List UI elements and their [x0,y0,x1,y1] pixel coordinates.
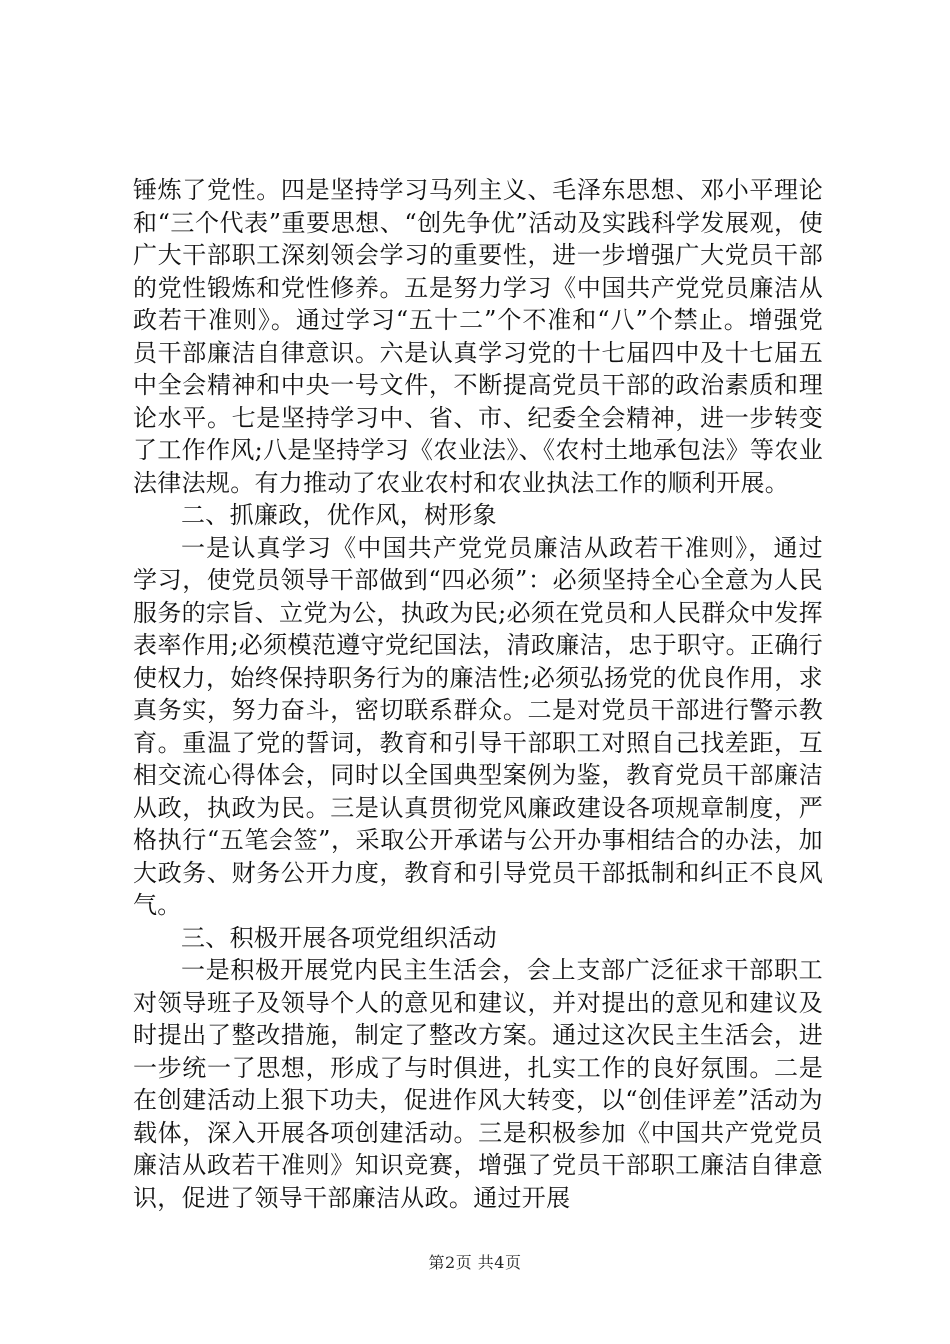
paragraph-continuation: 锤炼了党性。四是坚持学习马列主义、毛泽东思想、邓小平理论和“三个代表”重要思想、“创先争优”活动及实践科学发展观，使广大干部职工深刻领会学习的重要性，进一步增强广大党员干部的党性锻炼和党性修养。五是努力学习《中国共产党党员廉洁从政若干准则》。通过学习“五十二”个不准和“八”个禁止。增强党员干部廉洁自律意识。六是认真学习党的十七届四中及十七届五中全会精神和中央一号文件，不断提高党员干部的政治素质和理论水平。七是坚持学习中、省、市、纪委全会精神，进一步转变了工作作风;八是坚持学习《农业法》、《农村土地承包法》等农业法律法规。有力推动了农业农村和农业执法工作的顺利开展。 [133,176,823,497]
section-heading-2: 二、抓廉政，优作风，树形象 [181,501,497,529]
paragraph-section-2: 一是认真学习《中国共产党党员廉洁从政若干准则》，通过学习，使党员领导干部做到“四必须”：必须坚持全心全意为人民服务的宗旨、立党为公，执政为民;必须在党员和人民群众中发挥表率作用;必须模范遵守党纪国法，清政廉洁，忠于职守。正确行使权力，始终保持职务行为的廉洁性;必须弘扬党的优良作用，求真务实，努力奋斗，密切联系群众。二是对党员干部进行警示教育。重温了党的誓词，教育和引导干部职工对照自己找差距，互相交流心得体会，同时以全国典型案例为鉴，教育党员干部廉洁从政，执政为民。三是认真贯彻党风廉政建设各项规章制度，严格执行“五笔会签”，采取公开承诺与公开办事相结合的办法，加大政务、财务公开力度，教育和引导党员干部抵制和纠正不良风气。 [133,533,823,919]
document-body [133,174,823,1214]
paragraph-section-3: 一是积极开展党内民主生活会，会上支部广泛征求干部职工对领导班子及领导个人的意见和建议，并对提出的意见和建议及时提出了整改措施，制定了整改方案。通过这次民主生活会，进一步统一了思想，形成了与时俱进，扎实工作的良好氛围。二是在创建活动上狠下功夫，促进作风大转变，以“创佳评差”活动为载体，深入开展各项创建活动。三是积极参加《中国共产党党员廉洁从政若干准则》知识竞赛，增强了党员干部职工廉洁自律意识，促进了领导干部廉洁从政。通过开展 [133,956,823,1212]
page-number-footer: 第2页 共4页 [428,1253,522,1272]
section-heading-3: 三、积极开展各项党组织活动 [181,923,497,952]
